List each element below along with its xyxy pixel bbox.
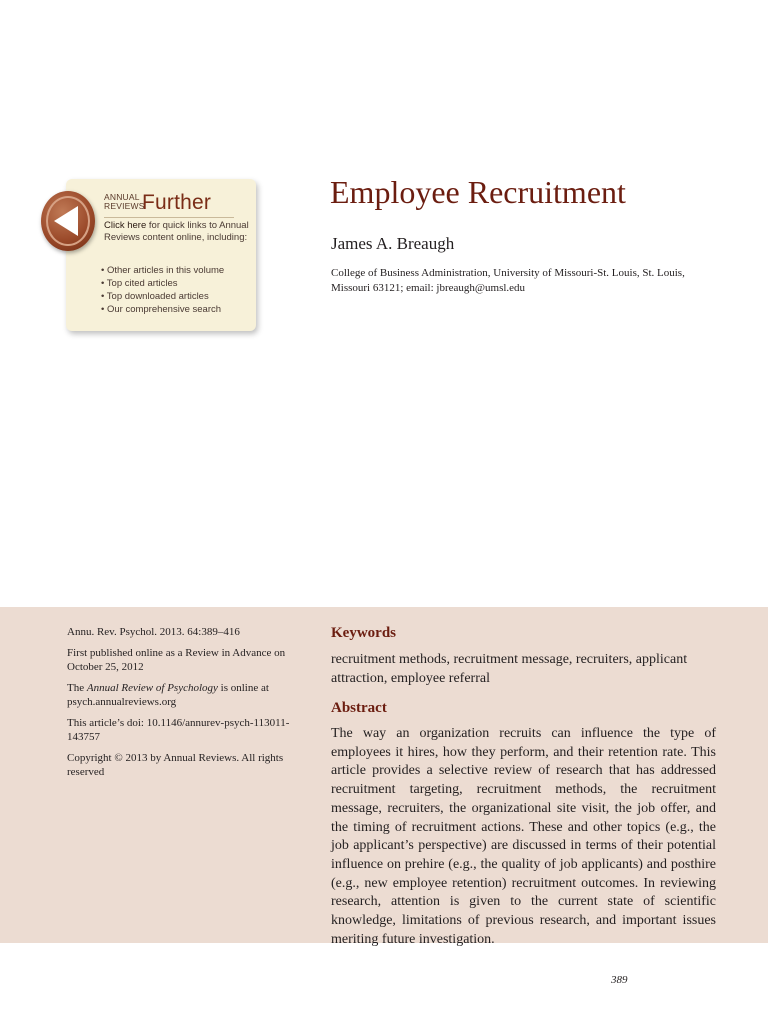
author-affiliation: College of Business Administration, University of Missouri-St. Louis, St. Louis, Missouri 63121; email: jbreaugh@umsl.edu: [331, 267, 685, 294]
online-pre: The: [67, 682, 87, 694]
online-post: is online at psych.annualreviews.org: [67, 682, 269, 708]
abstract-heading: Abstract: [331, 700, 387, 716]
further-link-search[interactable]: • Our comprehensive search: [101, 304, 222, 315]
annual-reviews-logo: [104, 193, 144, 211]
first-published: First published online as a Review in Advance on October 25, 2012: [67, 647, 286, 673]
abstract-text: The way an organization recruits can influence the type of employees it hires, how they perform, and their retention rate. This article provides a selective review of research that has addressed recruitment targeting, recruitment methods, the recruitment message, recruiters, the organizational site visit, the job offer, and the timing of recruitment actions. These and other topics (e.g., the job applicant’s perspective) are discussed in terms of their potential influence on prehire (e.g., the quality of job applicants) and posthire (e.g., new employee retention) recruitment outcomes. In reviewing research, attention is given to the current state of scientific knowledge, limitations of previous research, and important issues meriting future investigation.: [331, 726, 716, 947]
further-label: Further: [142, 191, 212, 214]
online-availability: [67, 681, 297, 709]
further-back-button[interactable]: [41, 191, 95, 251]
journal-name: Annual Review of Psychology: [86, 682, 218, 694]
brand-line-1: ANNUAL: [104, 192, 140, 202]
left-arrow-icon: [52, 204, 80, 238]
page-number: 389: [611, 974, 628, 986]
click-here-link[interactable]: Click here: [104, 220, 147, 231]
further-link-top-cited[interactable]: • Top cited articles: [101, 278, 178, 289]
brand-line-2: REVIEWS: [104, 201, 145, 211]
further-link-other-articles[interactable]: • Other articles in this volume: [101, 265, 225, 276]
further-link-top-downloaded[interactable]: • Top downloaded articles: [101, 291, 209, 302]
article-title: Employee Recruitment: [330, 174, 626, 210]
keywords-heading: Keywords: [331, 625, 396, 641]
article-meta: [67, 625, 297, 786]
copyright: Copyright © 2013 by Annual Reviews. All rights reserved: [67, 752, 284, 778]
further-divider: [104, 217, 234, 218]
doi: This article’s doi: 10.1146/annurev-psych-113011-143757: [67, 717, 290, 743]
author-name: James A. Breaugh: [331, 234, 455, 253]
citation: Annu. Rev. Psychol. 2013. 64:389–416: [67, 626, 240, 638]
further-intro-text: for quick links to Annual Reviews content online, including:: [104, 220, 249, 243]
further-links-list: [101, 264, 256, 316]
further-intro: [104, 220, 254, 244]
keywords-text: recruitment methods, recruitment message, recruiters, applicant attraction, employee referral: [331, 652, 688, 686]
